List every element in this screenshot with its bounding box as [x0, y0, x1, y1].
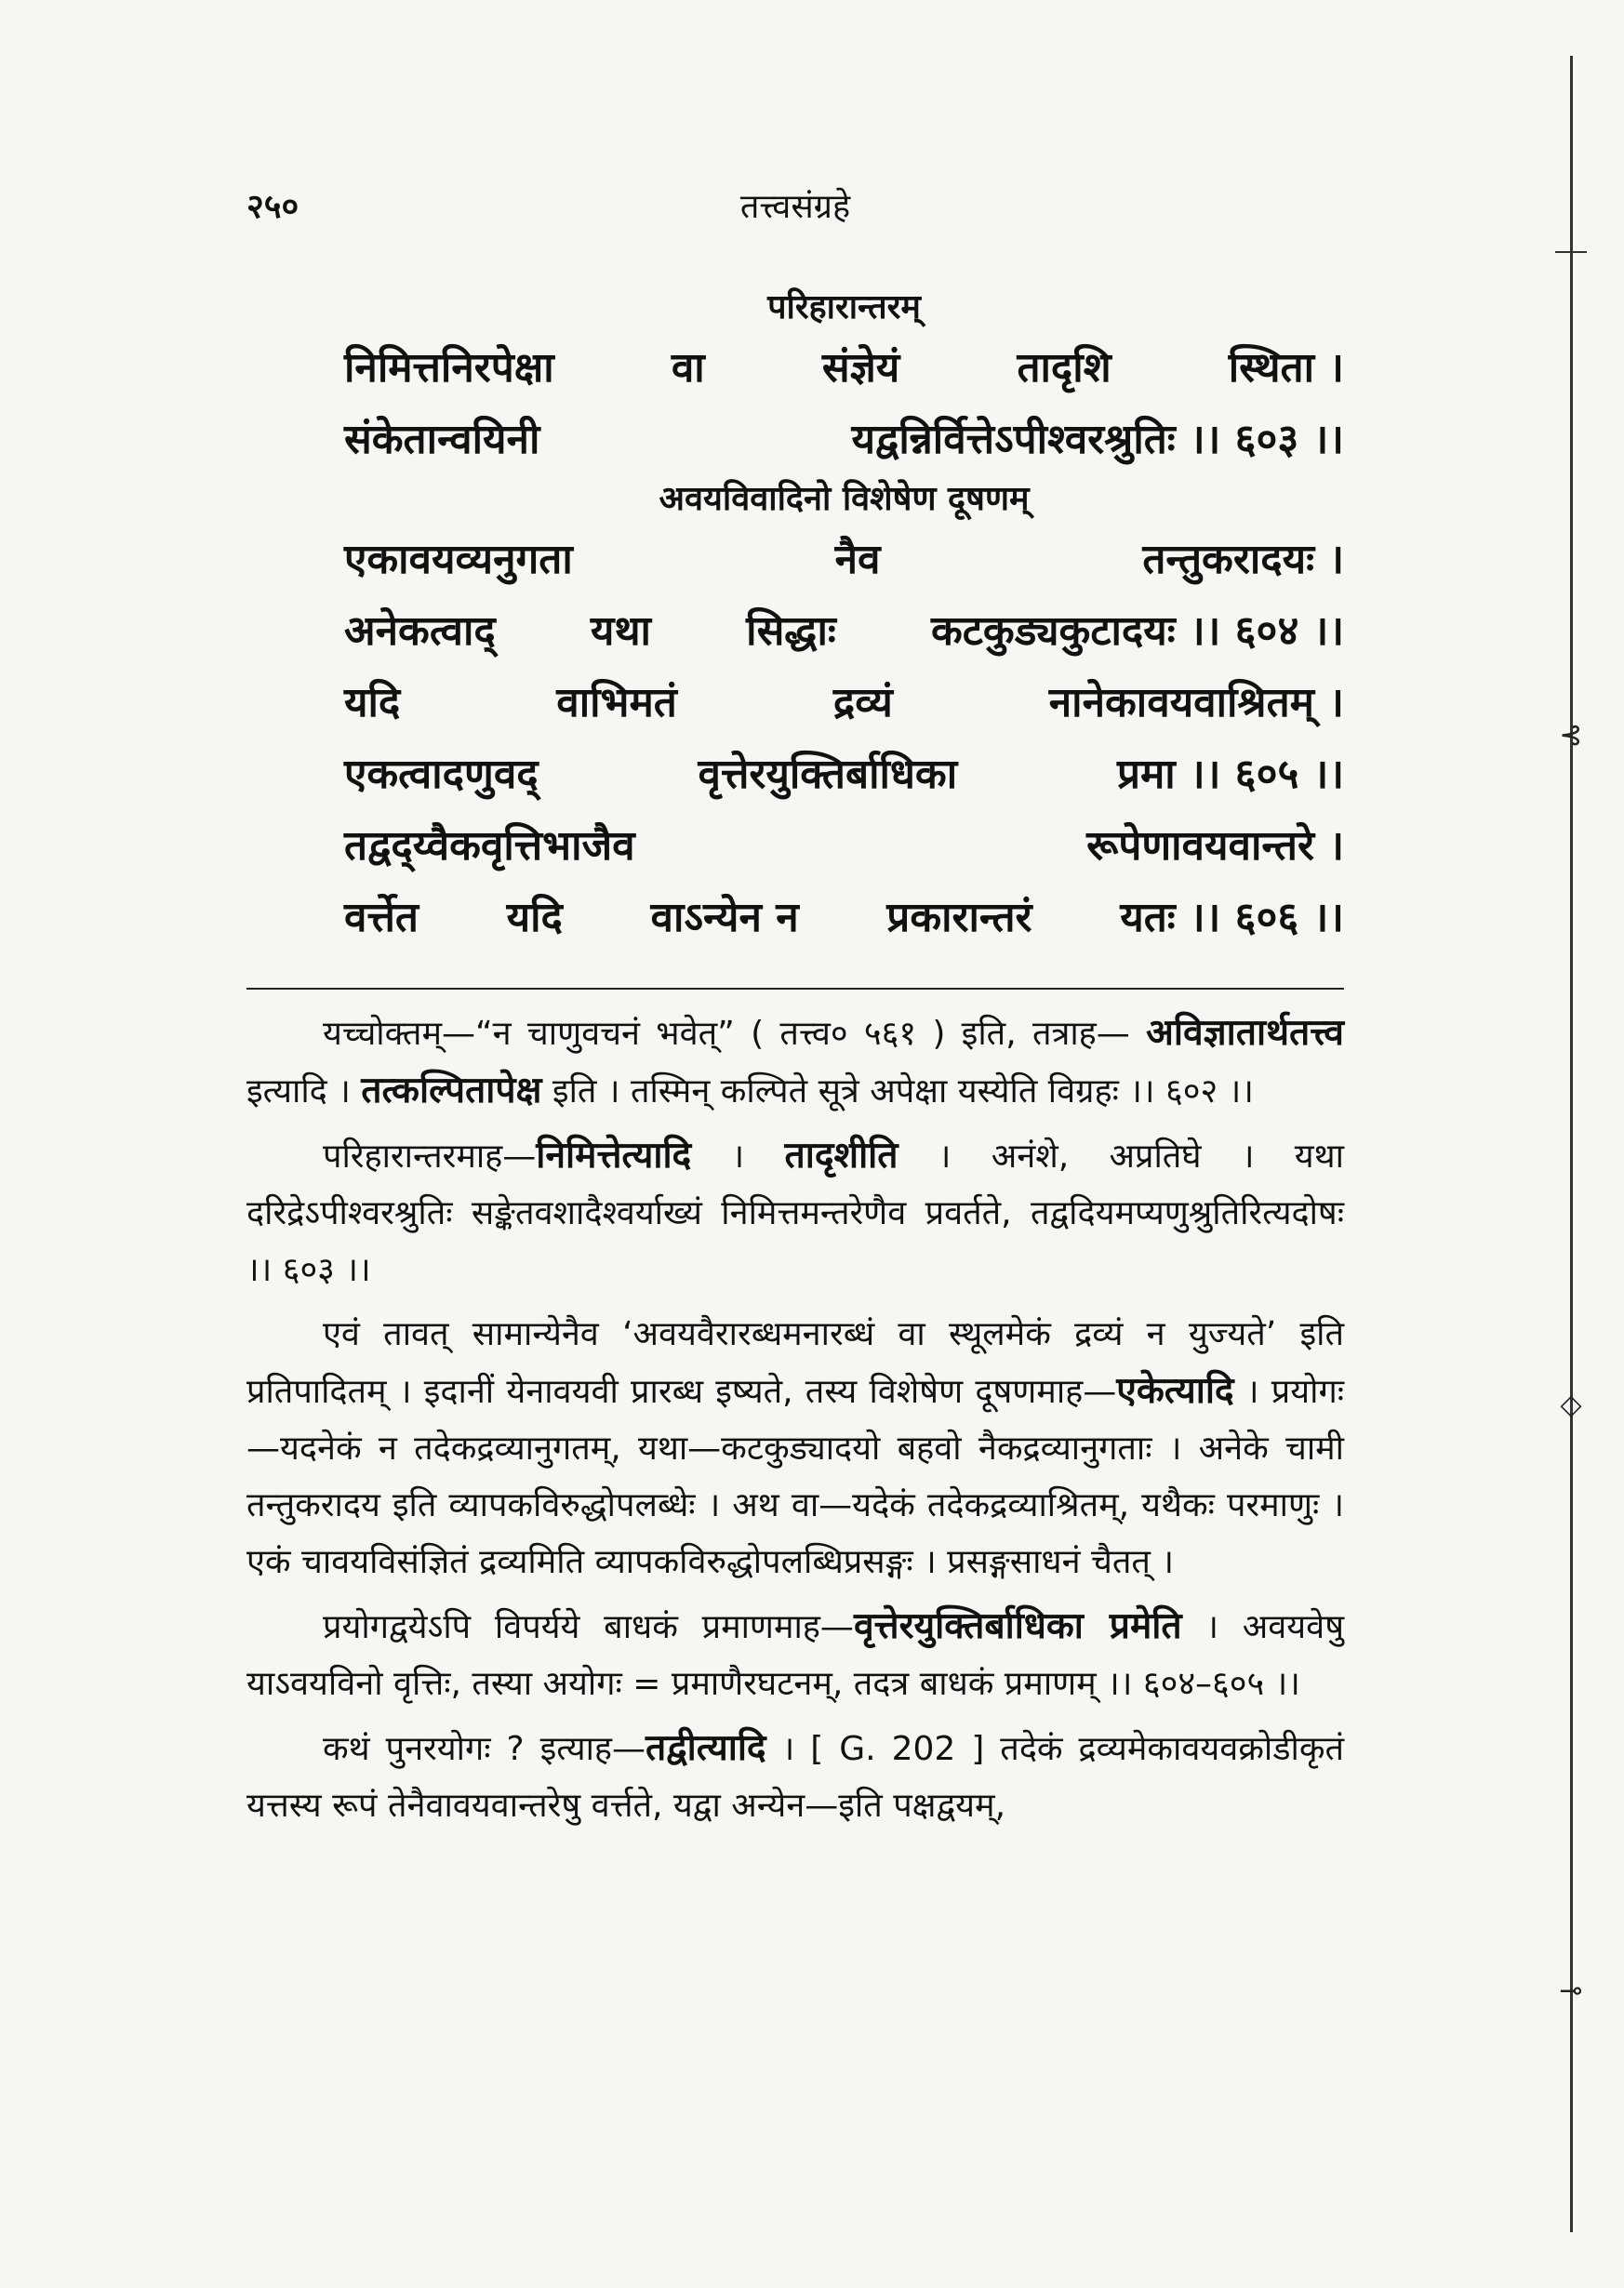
commentary-paragraph — [246, 1004, 1344, 1120]
commentary-text: । [ G. 202 ] तदेकं द्रव्यमेकावयवक्रोडीकृतं यत्तस्य रूपं तेनैवावयवान्तरेषु वर्त्तते, यद्वा अन्येन—इति पक्षद्वयम्, — [246, 1730, 1344, 1825]
verse-word: प्रमा ।। ६०५ ।। — [1116, 751, 1344, 798]
commentary-text: । अनंशे, अप्रतिघे । यथा दरिद्रेऽपीश्वरश्रुतिः सङ्केतवशादैश्वर्याख्यं निमित्तमन्तरेणैव प्रवर्तते, तद्वदियमप्यणुश्रुतिरित्यदोषः ।। ६०३ ।। — [246, 1137, 1345, 1289]
commentary-text: परिहारान्तरमाह— — [323, 1137, 537, 1176]
commentary-text: । अवयवेषु याऽवयविनो वृत्तिः, तस्या अयोगः = प्रमाणैरघटनम्, तदत्र बाधकं प्रमाणम् ।। ६०४–६०५ ।। — [246, 1608, 1344, 1703]
commentary-text: । प्रयोगः—यदनेकं न तदेकद्रव्यानुगतम्, यथा—कटकुड्यादयो बहवो नैकद्रव्यानुगताः । अनेके चामी तन्तुकरादय इति व्यापकविरुद्धोपलब्धेः । अथ वा—यदेकं तदेकद्रव्याश्रितम्, यथैकः परमाणुः । एकं चावयविसंज्ञितं द्रव्यमिति व्यापकविरुद्धोपलब्धिप्रसङ्गः । प्रसङ्गसाधनं चैतत् । — [246, 1373, 1344, 1581]
commentary-lemma: तद्वीत्यादि — [646, 1727, 766, 1769]
verse-line — [344, 595, 1344, 667]
verse-word: द्रव्यं — [832, 679, 893, 726]
verse-word: तादृशि — [1017, 344, 1112, 392]
verse-word: यथा — [590, 607, 651, 655]
commentary-lemma: तादृशीति — [784, 1135, 899, 1177]
verse-block — [344, 284, 1344, 953]
commentary-paragraph — [246, 1306, 1344, 1590]
verse-word: संकेतान्वयिनी — [344, 416, 540, 463]
verse-word: यतः ।। ६०६ ।। — [1120, 894, 1344, 941]
commentary-lemma: तत्कल्पितापेक्ष — [361, 1070, 542, 1111]
verse-word: वृत्तेरयुक्तिर्बाधिका — [698, 751, 958, 798]
verse-word: रूपेणावयवान्तरे । — [1086, 822, 1344, 870]
commentary-paragraph — [246, 1598, 1344, 1712]
verse-word: वर्त्तेत — [344, 894, 419, 941]
verse-word: तन्तुकरादयः । — [1142, 536, 1344, 583]
verse-line — [344, 332, 1344, 404]
verse-line — [344, 882, 1344, 953]
commentary-lemma: अविज्ञातार्थतत्त्व — [1146, 1012, 1344, 1054]
commentary-lemma: वृत्तेरयुक्तिर्बाधिका प्रमेति — [853, 1605, 1182, 1647]
commentary-text: कथं पुनरयोगः ? इत्याह— — [323, 1730, 646, 1768]
section-divider — [246, 988, 1344, 990]
verse-word: अनेकत्वाद् — [344, 607, 496, 655]
binding-margin-line — [1570, 56, 1573, 2232]
verse-line — [344, 524, 1344, 595]
commentary-text: यच्चोक्तम्—“न चाणुवचनं भवेत्” ( तत्त्व० ५६१ ) इति, तत्राह— — [323, 1015, 1147, 1053]
verse-word: कटकुड्यकुटादयः ।। ६०४ ।। — [930, 607, 1344, 655]
verse-word: वा — [671, 344, 705, 392]
commentary — [246, 1004, 1344, 1842]
verse-word: प्रकारान्तरं — [886, 894, 1032, 941]
commentary-text: प्रयोगद्वयेऽपि विपर्यये बाधकं प्रमाणमाह— — [323, 1608, 854, 1646]
verse-word: वाऽन्येन न — [650, 894, 799, 941]
page-number: २५० — [246, 188, 300, 226]
verse-word: एकत्वादणुवद् — [344, 751, 539, 798]
verse-line — [344, 404, 1344, 475]
commentary-text: इत्यादि । — [246, 1072, 362, 1111]
margin-tick — [1555, 251, 1587, 253]
verse-word: यद्वन्निर्वित्तेऽपीश्वरश्रुतिः ।। ६०३ ।। — [851, 416, 1344, 463]
verse-word: नैव — [834, 536, 881, 583]
margin-ornament-icon: ◇ — [1560, 1389, 1582, 1421]
verse-line — [344, 810, 1344, 882]
commentary-text: इति । तस्मिन् कल्पिते सूत्रे अपेक्षा यस्येति विग्रहः ।। ६०२ ।। — [541, 1072, 1254, 1111]
verse-word: एकावयव्यनुगता — [344, 536, 573, 583]
margin-ornament-icon: ⊸ — [1559, 1975, 1583, 2007]
verse-word: यदि — [344, 679, 401, 726]
running-title: तत्त्वसंग्रहे — [739, 188, 851, 226]
verse-word: वाभिमतं — [556, 679, 677, 726]
verse-word: तद्वद्य्वैकवृत्तिभाजैव — [344, 822, 635, 870]
margin-ornament-icon: ⊰ — [1559, 719, 1583, 752]
verse-word: यदि — [506, 894, 563, 941]
commentary-paragraph — [246, 1720, 1344, 1834]
verse-line — [344, 667, 1344, 738]
section-heading: अवयविवादिनो विशेषेण दूषणम् — [659, 480, 1030, 518]
commentary-paragraph — [246, 1127, 1344, 1298]
verse-word: निमित्तनिरपेक्षा — [344, 344, 554, 392]
commentary-text: एवं तावत् सामान्येनैव ‘अवयवैरारब्धमनारब्धं वा स्थूलमेकं द्रव्यं न युज्यते’ इति प्रतिपादितम् । इदानीं येनावयवी प्रारब्ध इष्यते, तस्य विशेषेण दूषणमाह— — [246, 1315, 1344, 1411]
commentary-lemma: निमित्तेत्यादि — [536, 1135, 692, 1177]
verse-line — [344, 738, 1344, 810]
verse-word: नानेकावयवाश्रितम् । — [1048, 679, 1344, 726]
section-heading: परिहारान्तरम् — [767, 288, 921, 326]
verse-word: सिद्धाः — [746, 607, 836, 655]
verse-word: स्थिता । — [1228, 344, 1344, 392]
page-header — [246, 182, 1344, 238]
commentary-text: । — [691, 1137, 785, 1176]
verse-word: संज्ञेयं — [821, 344, 900, 392]
commentary-lemma: एकेत्यादि — [1116, 1370, 1234, 1412]
